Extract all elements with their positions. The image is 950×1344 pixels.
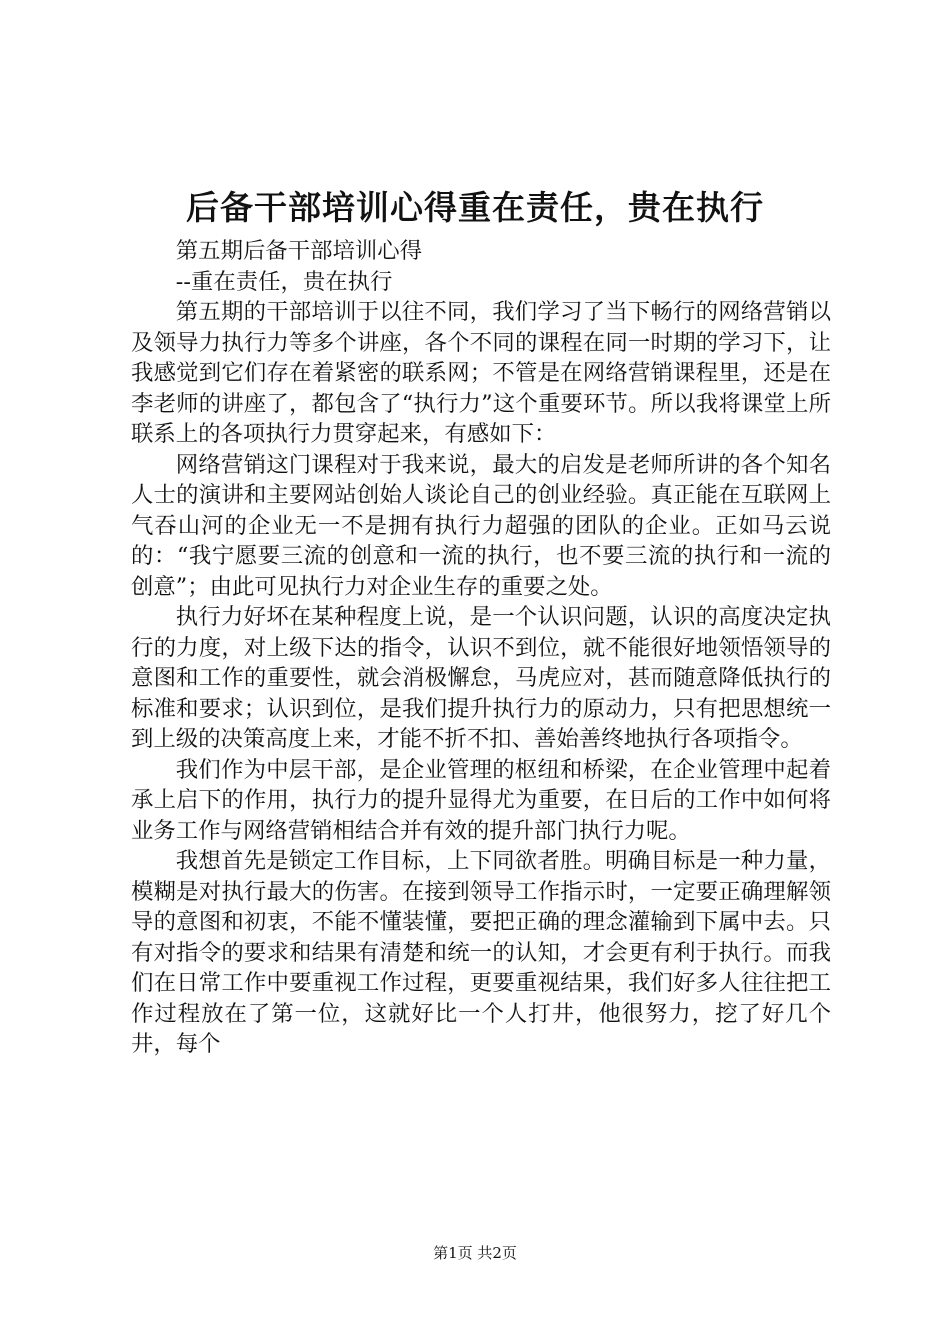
paragraph: 执行力好坏在某种程度上说，是一个认识问题，认识的高度决定执行的力度，对上级下达的指令，认识不到位，就不能很好地领悟领导的意图和工作的重要性，就会消极懈怠，马虎应对，甚而随意降低执行的标准和要求；认识到位，是我们提升执行力的原动力，只有把思想统一到上级的决策高度上来，才能不折不扣、善始善终地执行各项指令。	[131, 604, 831, 752]
document-title: 后备干部培训心得重在责任，贵在执行	[186, 188, 764, 227]
document-body	[131, 236, 831, 1060]
paragraph: 我想首先是锁定工作目标，上下同欲者胜。明确目标是一种力量，模糊是对执行最大的伤害。在接到领导工作指示时，一定要正确理解领导的意图和初衷，不能不懂装懂，要把正确的理念灌输到下属中去。只有对指令的要求和结果有清楚和统一的认知，才会更有利于执行。而我们在日常工作中要重视工作过程，更要重视结果，我们好多人往往把工作过程放在了第一位，这就好比一个人打井，他很努力，挖了好几个井，每个	[131, 848, 831, 1057]
page-footer: 第1页 共2页	[433, 1244, 517, 1262]
paragraph: 第五期的干部培训于以往不同，我们学习了当下畅行的网络营销以及领导力执行力等多个讲座，各个不同的课程在同一时期的学习下，让我感觉到它们存在着紧密的联系网；不管是在网络营销课程里，还是在李老师的讲座了，都包含了“执行力”这个重要环节。所以我将课堂上所联系上的各项执行力贯穿起来，有感如下：	[131, 299, 831, 447]
subtitle: 第五期后备干部培训心得	[175, 238, 423, 264]
paragraph: 我们作为中层干部，是企业管理的枢纽和桥梁，在企业管理中起着承上启下的作用，执行力的提升显得尤为重要，在日后的工作中如何将业务工作与网络营销相结合并有效的提升部门执行力呢。	[131, 756, 831, 844]
paragraph: 网络营销这门课程对于我来说，最大的启发是老师所讲的各个知名人士的演讲和主要网站创始人谈论自己的创业经验。真正能在互联网上气吞山河的企业无一不是拥有执行力超强的团队的企业。正如马云说的：“我宁愿要三流的创意和一流的执行，也不要三流的执行和一流的创意”；由此可见执行力对企业生存的重要之处。	[131, 451, 831, 600]
subtitle-secondary: --重在责任，贵在执行	[175, 268, 393, 295]
